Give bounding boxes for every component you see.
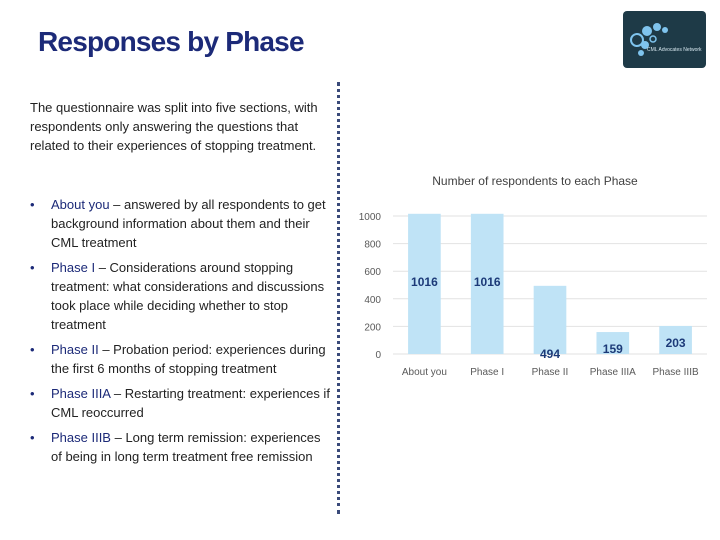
y-tick-label: 1000 xyxy=(358,212,381,223)
x-tick-label: Phase II xyxy=(531,367,569,378)
intro-paragraph: The questionnaire was split into five sections, with respondents only answering the questions that related to their experiences of stopping treatment. xyxy=(30,100,318,153)
data-label: 203 xyxy=(665,335,686,350)
y-tick-label: 400 xyxy=(364,294,381,306)
phase-list xyxy=(30,195,330,472)
list-item: • About you – answered by all respondents to get background information about them and their CML treatment xyxy=(30,197,326,250)
phase-term: Phase IIIB xyxy=(51,430,111,445)
phase-term: Phase II xyxy=(51,342,99,357)
organization-logo xyxy=(623,11,706,68)
x-tick-label: Phase IIIA xyxy=(589,367,636,378)
list-item: • Phase II – Probation period: experiences during the first 6 months of stopping treatment xyxy=(30,342,326,376)
phase-description: – Probation period: experiences during the first 6 months of stopping treatment xyxy=(51,342,326,376)
bar xyxy=(534,286,567,354)
y-tick-label: 0 xyxy=(375,350,381,361)
y-tick-label: 800 xyxy=(364,239,381,251)
data-label: 494 xyxy=(539,346,561,361)
list-item: • Phase I – Considerations around stopping treatment: what considerations and discussions took place while deciding whether to stop treatment xyxy=(30,260,325,332)
phase-description: – Considerations around stopping treatment: what considerations and discussions took place while deciding whether to stop treatment xyxy=(51,260,325,332)
data-label: 1016 xyxy=(411,274,438,289)
bar-chart xyxy=(355,168,715,393)
phase-description: – Long term remission: experiences of being in long term treatment free remission xyxy=(51,430,321,464)
data-label: 159 xyxy=(602,342,623,357)
page-title: Responses by Phase xyxy=(38,26,304,57)
column-divider xyxy=(337,82,340,514)
chart-title: Number of respondents to each Phase xyxy=(432,174,638,188)
x-tick-label: Phase IIIB xyxy=(652,367,699,378)
list-item: • Phase IIIA – Restarting treatment: experiences if CML reoccurred xyxy=(30,386,330,420)
y-tick-label: 200 xyxy=(364,322,381,334)
phase-term: Phase IIIA xyxy=(51,386,111,401)
x-tick-label: About you xyxy=(401,367,447,378)
x-tick-label: Phase I xyxy=(470,367,505,378)
list-item: • Phase IIIB – Long term remission: experiences of being in long term treatment free remission xyxy=(30,430,321,464)
phase-term: Phase I xyxy=(51,260,96,275)
bar-chart-svg xyxy=(355,168,715,388)
phase-description: – Restarting treatment: experiences if CML reoccurred xyxy=(51,386,330,420)
logo-text: CML Advocates Network xyxy=(647,47,702,53)
phase-description: – answered by all respondents to get background information about them and their CML treatment xyxy=(51,197,326,250)
data-label: 1016 xyxy=(473,274,501,289)
y-tick-label: 600 xyxy=(364,267,381,279)
phase-term: About you xyxy=(51,197,110,212)
